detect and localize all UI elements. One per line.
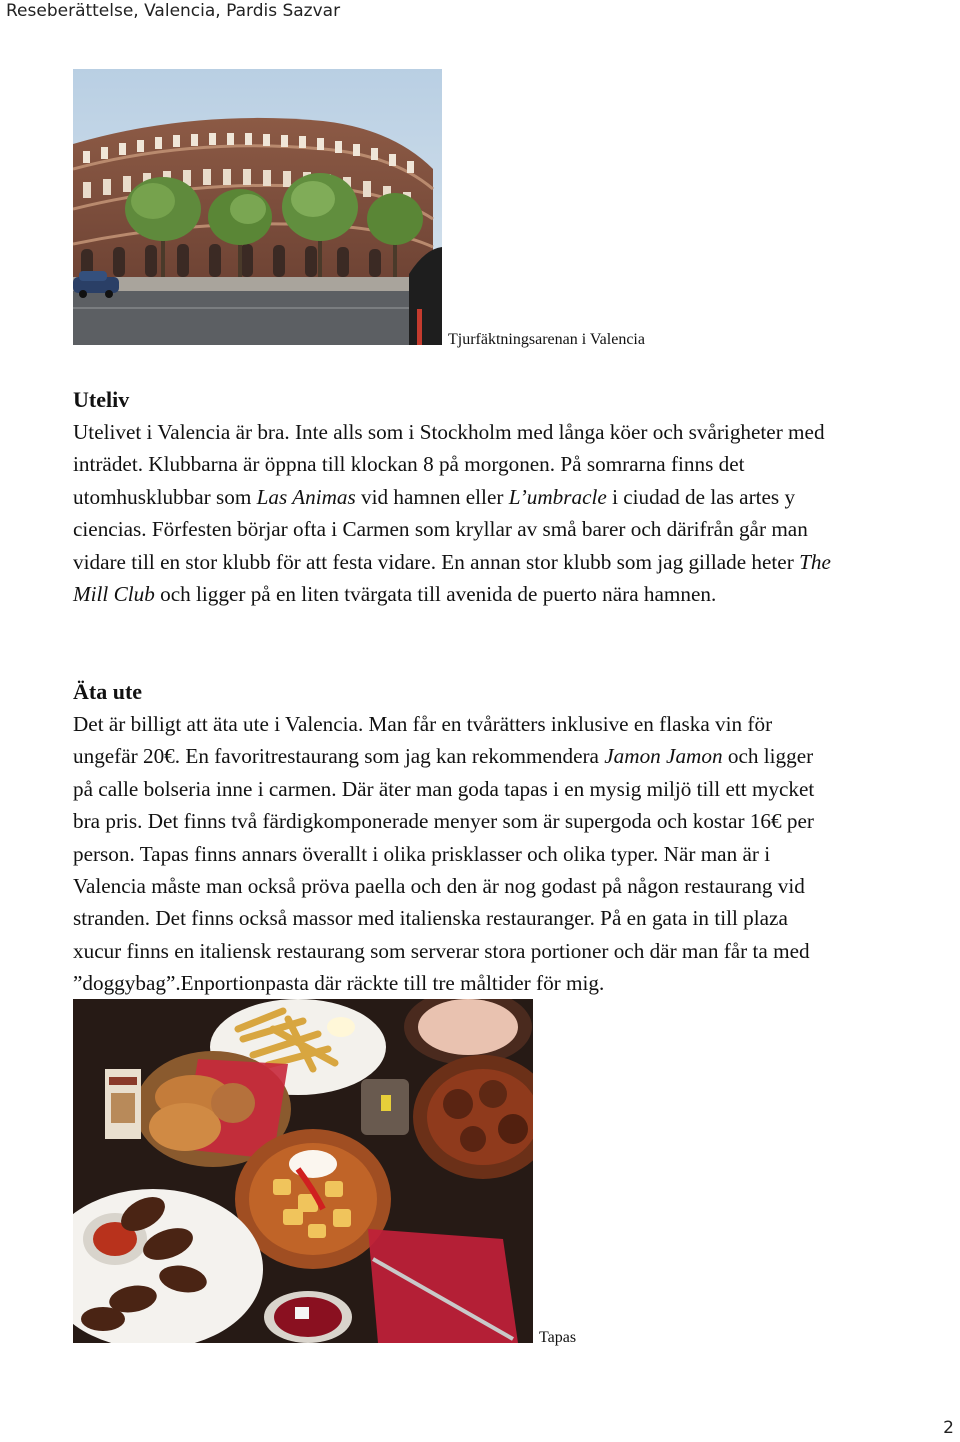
text-line: Mill Club och ligger på en liten tvärgata till avenida de puerto nära hamnen. [73, 582, 717, 607]
text-line: vidare till en stor klubb för att festa vidare. En annan stor klubb som jag gillade heter The [73, 549, 831, 574]
bullring-photo [73, 69, 442, 345]
bullring-illustration [73, 69, 442, 345]
text-line: utomhusklubbar som Las Animas vid hamnen eller L’umbracle i ciudad de las artes y [73, 484, 796, 509]
text-line: Valencia måste man också pröva paella och den är nog godast på någon restaurang vid [73, 874, 805, 899]
venue-name-mill-club: Mill Club [73, 582, 155, 607]
arena-photo-caption: Tjurfäktningsarenan i Valencia [448, 331, 645, 348]
text-line: ”doggybag”.Enportionpasta där räckte till tre måltider för mig. [73, 971, 605, 996]
text-line: på calle bolseria inne i carmen. Där äter man goda tapas i en mysig miljö till ett mycket [73, 776, 815, 801]
text-line: Utelivet i Valencia är bra. Inte alls som i Stockholm med långa köer och svårigheter med [73, 420, 825, 444]
ata-ute-paragraph [73, 708, 953, 1000]
venue-name-lumbracle: L’umbracle [508, 484, 607, 509]
section-heading-ata-ute: Äta ute [73, 679, 143, 704]
text-line: bra pris. Det finns två färdigkomponerade menyer som är supergoda och kostar 16€ per [73, 809, 814, 834]
tapas-photo-caption: Tapas [539, 1329, 577, 1346]
venue-name-las-animas: Las Animas [256, 484, 356, 509]
tapas-photo [73, 999, 533, 1343]
section-heading-uteliv: Uteliv [73, 387, 130, 412]
text-line: stranden. Det finns också massor med italienska restauranger. På en gata in till plaza [73, 906, 788, 931]
tapas-illustration [73, 999, 533, 1343]
restaurant-name-jamon-jamon: Jamon Jamon [604, 744, 723, 769]
text-line: ungefär 20€. En favoritrestaurang som jag kan rekommendera Jamon Jamon och ligger [73, 744, 814, 769]
venue-name-the: The [799, 549, 831, 574]
document-header: Reseberättelse, Valencia, Pardis Sazvar [6, 1, 341, 21]
uteliv-paragraph [73, 416, 953, 610]
text-line: xucur finns en italiensk restaurang som serverar stora portioner och där man får ta med [73, 938, 810, 963]
text-line: inträdet. Klubbarna är öppna till klockan 8 på morgonen. På somrarna finns det [73, 452, 745, 477]
page-number: 2 [943, 1418, 954, 1438]
text-line: Det är billigt att äta ute i Valencia. Man får en tvårätters inklusive en flaska vin för [73, 712, 773, 736]
text-line: ciencias. Förfesten börjar ofta i Carmen som kryllar av små barer och därifrån går man [73, 517, 808, 542]
text-line: person. Tapas finns annars överallt i olika prisklasser och olika typer. När man är i [73, 841, 771, 866]
